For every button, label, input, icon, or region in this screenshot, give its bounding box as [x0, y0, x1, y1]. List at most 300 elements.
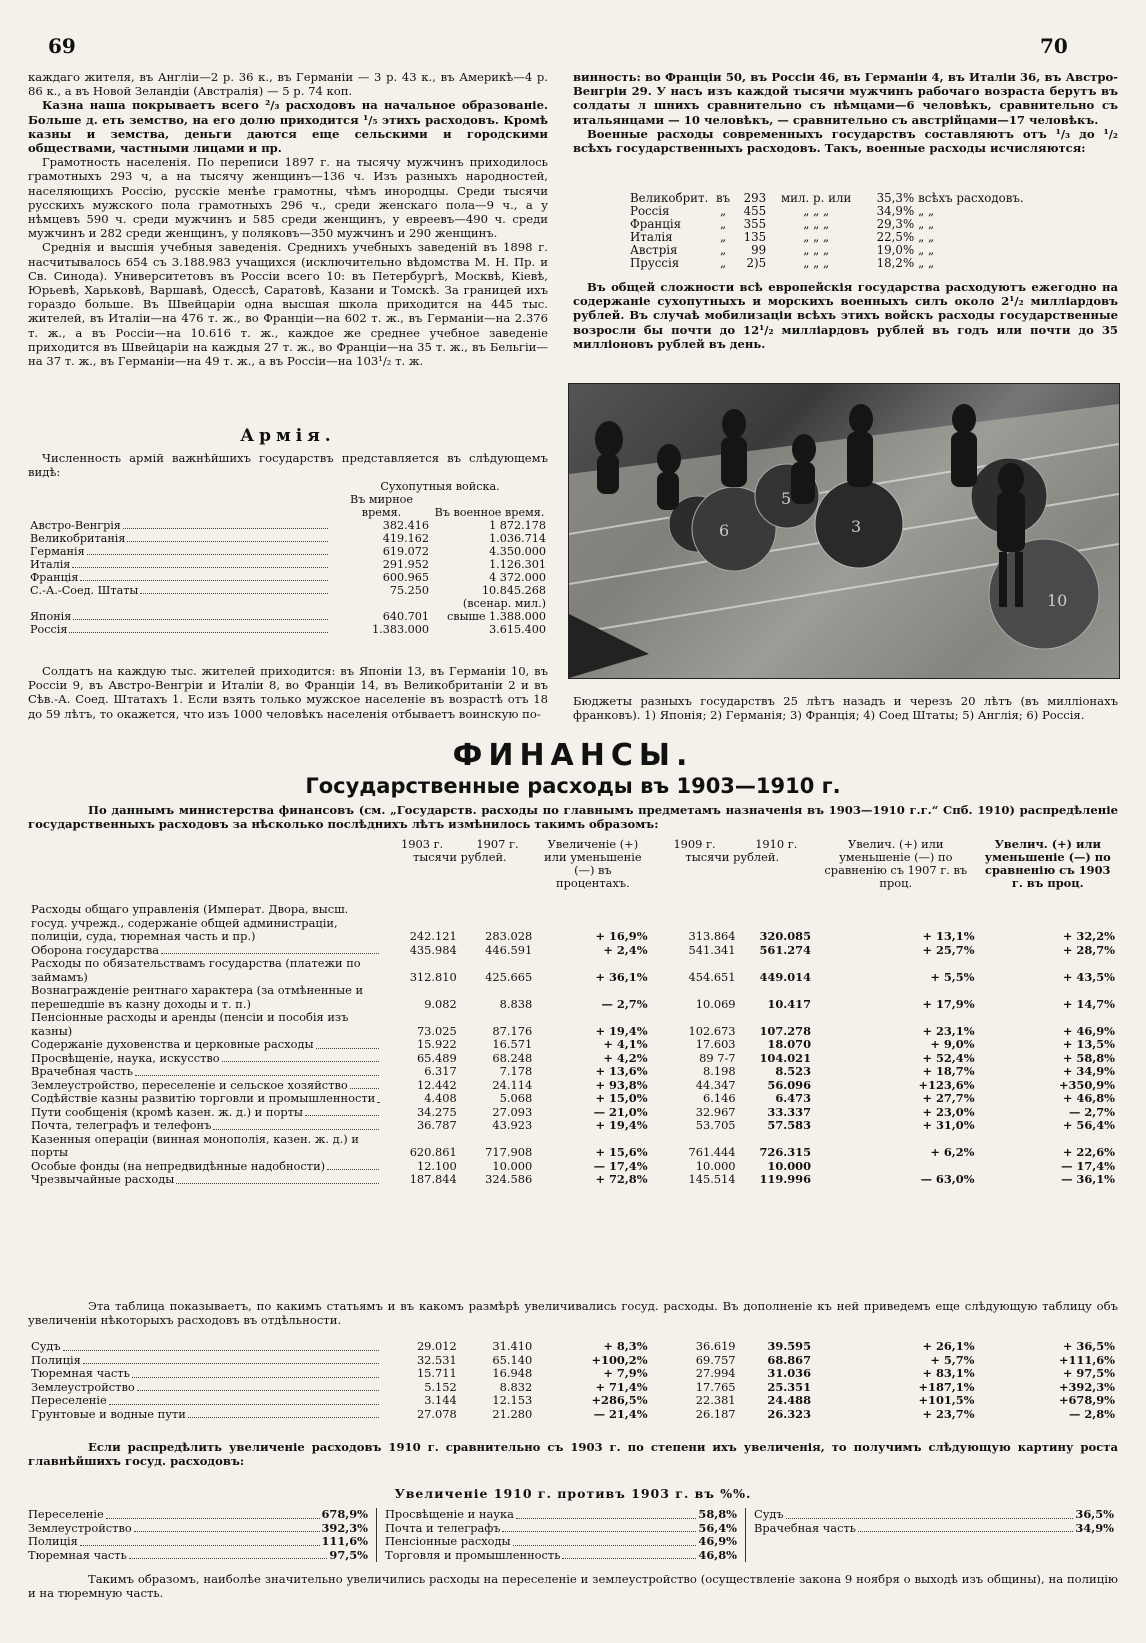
paragraph: Если распредѣлить увеличеніе расходовъ 1910 г. сравнительно съ 1903 г. по степени ихъ увеличенія, то получимъ слѣдующую картину роста главнѣйшихъ госуд. расходовъ: [28, 1440, 1118, 1469]
army-row [28, 519, 548, 532]
growth-item [28, 1549, 368, 1563]
cell-c: + 15,6% [595, 1145, 648, 1159]
military-row [628, 257, 1026, 270]
growth-item [28, 1535, 368, 1549]
military-pct: 18,2% [876, 256, 915, 270]
cell-c: + 93,8% [595, 1077, 648, 1092]
header-1907: 1907 г. [476, 837, 519, 851]
row-label: Казенныя операціи (винная монополія, казен. ж. д.) и порты [31, 1131, 359, 1159]
cell-b: 16.948 [492, 1366, 533, 1380]
cell-f: + 83,1% [922, 1366, 975, 1380]
army-heading: Армія. [240, 426, 336, 446]
cell-e: 10.000 [767, 1158, 812, 1173]
cell-c: + 19,4% [595, 1023, 648, 1038]
cell-c: + 7,9% [603, 1366, 648, 1380]
growth-item [28, 1508, 368, 1522]
cell-f: + 6,2% [930, 1145, 975, 1159]
growth-value: 46,8% [698, 1547, 737, 1562]
mid-text [28, 1299, 1118, 1327]
cell-f: + 17,9% [922, 996, 975, 1011]
paragraph: винность: во Франціи 50, въ Россіи 46, въ Германіи 4, въ Италіи 36, въ Австро-Венгріи 29. У насъ изъ каждой тысячи мужчинъ рабочаго возраста берутъ въ солдаты л шнихъ сравнительно съ нѣмцами—6 человѣкъ, сравнительно съ итальянцами — 10 человѣкъ, — сравнительно съ австрійцами—17 человѣкъ. [573, 70, 1118, 127]
table-row [28, 903, 1118, 944]
military-mid: мил. р. или [781, 191, 852, 205]
growth-item [754, 1508, 1114, 1522]
cell-g: +392,3% [1058, 1379, 1115, 1394]
table-row [28, 1092, 1118, 1106]
country-name: Японія [30, 610, 72, 623]
cell-g: + 14,7% [1062, 996, 1115, 1011]
country-name: Австро-Венгрія [30, 519, 121, 532]
table-row [28, 957, 1118, 984]
peace-value: 640.701 [382, 610, 429, 623]
cell-e: 119.996 [759, 1172, 812, 1186]
paragraph: Численность армій важнѣйшихъ государствъ представляется въ слѣдующемъ видѣ: [28, 451, 548, 480]
military-suffix: „ „ [918, 217, 935, 231]
army-row [28, 571, 548, 584]
growth-label: Пенсіонные расходы [385, 1534, 511, 1549]
row-label: Оборона государства [31, 942, 160, 957]
cell-g: — 2,8% [1069, 1406, 1115, 1421]
paragraph: Среднія и высшія учебныя заведенія. Среднихъ учебныхъ заведеній въ 1898 г. насчитывалось 654 съ 3.188.983 учащихся (исключительно вѣдомства М. Н. Пр. и Св. Синода). Университетовъ въ Россіи всего 10: въ Петербургѣ, Москвѣ, Кіевѣ, Юрьевѣ, Харьковѣ, Варшавѣ, Одессѣ, Саратовѣ, Казани и Томскѣ. За границей ихъ гораздо больше. Въ Швейцаріи одна высшая школа приходится на 445 тыс. жителей, въ Италіи—на 476 т. ж., во Франціи—на 602 т. ж., въ Германіи—на 2.376 т. ж., а въ Россіи—на 10.616 т. ж., каждое же среднее учебное заведеніе приходится въ Швейцаріи на каждыя 27 т. ж., во Франціи—на 35 т. ж., въ Бельгіи—на 37 т. ж., въ Германіи—на 49 т. ж., а въ Россіи—на 103¹/₂ т. ж. [28, 240, 548, 369]
row-label: Полиція [31, 1352, 81, 1367]
row-label: Почта, телеграфъ и телефонъ [31, 1118, 212, 1132]
military-amount: 293 [743, 191, 767, 205]
cell-a: 620.861 [409, 1145, 457, 1159]
war-value: 4.350.000 [489, 545, 546, 558]
cell-d: 22.381 [695, 1393, 736, 1407]
cell-f: + 25,7% [922, 942, 975, 957]
growth-label: Переселеніе [28, 1507, 104, 1521]
cell-d: 541.341 [688, 942, 736, 957]
military-mid: „ „ „ [803, 243, 830, 257]
growth-label: Тюремная часть [28, 1547, 127, 1562]
row-label: Содержаніе духовенства и церковные расходы [31, 1037, 314, 1051]
military-amount: 2)5 [746, 256, 767, 270]
cell-f: + 23,0% [922, 1104, 975, 1119]
cell-d: 761.444 [688, 1145, 736, 1159]
growth-value: 97,5% [329, 1547, 368, 1562]
cell-b: 425.665 [485, 969, 533, 984]
photo-caption [573, 694, 1118, 722]
military-prefix: „ [720, 217, 727, 231]
table-row [28, 1408, 1118, 1422]
war-value: 1.126.301 [489, 558, 546, 571]
cell-e: 449.014 [759, 969, 812, 984]
photo-number: 5 [781, 489, 792, 508]
cell-e: 25.351 [767, 1379, 812, 1394]
war-value: (всенар. мил.) [462, 597, 546, 610]
cell-e: 68.867 [767, 1352, 812, 1367]
table-row [28, 1394, 1118, 1408]
cell-f: + 26,1% [922, 1339, 975, 1353]
header-units: тысячи рублей. [685, 850, 780, 864]
cell-c: — 17,4% [593, 1158, 648, 1173]
cell-e: 24.488 [767, 1393, 812, 1407]
peace-value: 619.072 [382, 545, 429, 558]
military-prefix: „ [720, 230, 727, 244]
cell-f: + 27,7% [922, 1091, 975, 1105]
cell-f: + 23,1% [922, 1023, 975, 1038]
growth-value: 46,9% [698, 1534, 737, 1549]
cell-d: 17.765 [695, 1379, 736, 1394]
cell-e: 104.021 [759, 1050, 812, 1065]
cell-d: 454.651 [688, 969, 736, 984]
cell-e: 107.278 [759, 1023, 812, 1038]
growth-item [28, 1522, 368, 1536]
page-number-left: 69 [48, 34, 76, 58]
table-row [28, 1133, 1118, 1160]
cell-c: + 8,3% [603, 1339, 648, 1353]
military-amount: 135 [743, 230, 767, 244]
cell-b: 21.280 [492, 1406, 533, 1421]
growth-item [385, 1508, 737, 1522]
caption-text: Бюджеты разныхъ государствъ 25 лѣтъ назадъ и черезъ 20 лѣтъ (въ милліонахъ франковъ). 1) Японія; 2) Германія; 3) Франція; 4) Соед Штаты; 5) Англія; 6) Россія. [573, 694, 1118, 723]
cell-d: 32.967 [695, 1104, 736, 1119]
cell-b: 717.908 [485, 1145, 533, 1159]
military-prefix: „ [720, 204, 727, 218]
cell-c: + 2,4% [603, 942, 648, 957]
row-label: Тюремная часть [31, 1366, 130, 1380]
cell-d: 17.603 [695, 1037, 736, 1051]
military-pct: 22,5% [876, 230, 915, 244]
cell-c: + 71,4% [595, 1379, 648, 1394]
cell-g: + 28,7% [1062, 942, 1115, 957]
army-row [28, 584, 548, 597]
page-number-right: 70 [1040, 34, 1068, 58]
military-suffix: „ „ [918, 243, 935, 257]
cell-e: 561.274 [759, 942, 812, 957]
cell-f: +187,1% [918, 1379, 975, 1394]
cell-d: 10.000 [695, 1158, 736, 1173]
row-label: Землеустройство [31, 1379, 135, 1394]
country-name: Россія [30, 623, 68, 636]
cell-g: — 17,4% [1061, 1158, 1115, 1173]
cell-f: + 23,7% [922, 1406, 975, 1421]
growth-value: 58,8% [698, 1507, 737, 1521]
cell-a: 15.711 [416, 1366, 457, 1380]
war-value: 1 872.178 [489, 519, 546, 532]
military-mid: „ „ „ [803, 217, 830, 231]
cell-a: 187.844 [409, 1172, 457, 1186]
row-label: Землеустройство, переселеніе и сельское хозяйство [31, 1077, 348, 1092]
cell-d: 89 7-7 [699, 1050, 736, 1065]
finance-subheading: Государственные расходы въ 1903—1910 г. [305, 774, 841, 798]
military-amount: 99 [751, 243, 767, 257]
cell-d: 313.864 [688, 929, 736, 943]
cell-e: 10.417 [767, 996, 812, 1011]
cell-b: 10.000 [492, 1158, 533, 1173]
cell-a: 435.984 [409, 942, 457, 957]
growth-value: 678,9% [321, 1507, 368, 1521]
header-units: тысячи рублей. [412, 850, 507, 864]
military-amount: 355 [743, 217, 767, 231]
cell-e: 56.096 [767, 1077, 812, 1092]
military-pct: 35,3% [876, 191, 915, 205]
cell-e: 39.595 [767, 1339, 812, 1353]
detail-table [28, 1340, 1118, 1421]
cell-d: 36.619 [695, 1339, 736, 1353]
col-peace: Въ мирное время. [349, 493, 414, 519]
col-war: Въ военное время. [434, 506, 545, 519]
army-row [28, 610, 548, 623]
cell-g: +350,9% [1058, 1077, 1115, 1092]
table-row [28, 1065, 1118, 1079]
cell-a: 242.121 [409, 929, 457, 943]
row-label: Переселеніе [31, 1393, 107, 1407]
growth-label: Торговля и промышленность [385, 1547, 561, 1562]
country-name: Франція [30, 571, 79, 584]
army-row [28, 558, 548, 571]
cell-c: + 13,6% [595, 1064, 648, 1078]
military-country: Пруссія [630, 256, 680, 270]
cell-g: + 46,8% [1062, 1091, 1115, 1105]
row-label: Расходы по обязательствамъ государства (платежи по займамъ) [31, 956, 361, 984]
country-name: Великобританія [30, 532, 126, 545]
paragraph: По даннымъ министерства финансовъ (см. „Государств. расходы по главнымъ предметамъ назначенія въ 1903—1910 г.г.“ Спб. 1910) распредѣленіе государственныхъ расходовъ за нѣсколько послѣднихъ лѣтъ измѣнилось такимъ образомъ: [28, 803, 1118, 832]
cell-d: 27.994 [695, 1366, 736, 1380]
growth-column [28, 1508, 377, 1562]
military-pct: 29,3% [876, 217, 915, 231]
cell-b: 8.838 [499, 996, 533, 1011]
finance-intro [28, 803, 1118, 831]
cell-b: 31.410 [492, 1339, 533, 1353]
growth-grid [28, 1508, 1118, 1562]
cell-g: +111,6% [1058, 1352, 1115, 1367]
photo-number: 10 [1047, 591, 1068, 610]
cell-g: + 56,4% [1062, 1118, 1115, 1132]
peace-value: 382.416 [382, 519, 429, 532]
peace-value: 1.383.000 [372, 623, 429, 636]
row-label: Чрезвычайные расходы [31, 1172, 175, 1186]
cell-a: 29.012 [416, 1339, 457, 1353]
cell-b: 12.153 [492, 1393, 533, 1407]
military-prefix: „ [720, 243, 727, 257]
growth-item [385, 1549, 737, 1563]
growth-value: 392,3% [321, 1520, 368, 1535]
peace-value: 419.162 [382, 532, 429, 545]
military-country: Франція [630, 217, 682, 231]
country-name: С.-А.-Соед. Штаты [30, 584, 139, 597]
growth-item [385, 1522, 737, 1536]
table-row [28, 1079, 1118, 1093]
growth-label: Судъ [754, 1507, 784, 1521]
row-label: Особые фонды (на непредвидѣнные надобности) [31, 1158, 326, 1173]
cell-a: 9.082 [424, 996, 457, 1011]
after-detail-text [28, 1440, 1118, 1468]
row-label: Грунтовые и водные пути [31, 1406, 186, 1421]
table-row [28, 1011, 1118, 1038]
growth-item [385, 1535, 737, 1549]
cell-g: + 46,9% [1062, 1023, 1115, 1038]
cell-f: + 31,0% [922, 1118, 975, 1132]
growth-value: 111,6% [321, 1534, 368, 1549]
cell-b: 446.591 [485, 942, 533, 957]
cell-c: + 19,4% [595, 1118, 648, 1132]
cell-a: 12.100 [416, 1158, 457, 1173]
finance-heading: ФИНАНСЫ. [452, 738, 694, 773]
army-row [28, 623, 548, 636]
war-value: 3.615.400 [489, 623, 546, 636]
cell-d: 102.673 [688, 1023, 736, 1038]
cell-b: 27.093 [492, 1104, 533, 1119]
peace-value: 75.250 [389, 584, 429, 597]
header-change-1903: Увелич. (+) или уменьшеніе (—) по сравненію съ 1903 г. въ проц. [984, 837, 1111, 890]
cell-b: 87.176 [492, 1023, 533, 1038]
table-row [28, 1354, 1118, 1368]
cell-a: 12.442 [416, 1077, 457, 1092]
army-after [28, 664, 548, 721]
cell-g: + 32,2% [1062, 929, 1115, 943]
cell-b: 24.114 [492, 1077, 533, 1092]
table-row [28, 1052, 1118, 1066]
table-row [28, 1340, 1118, 1354]
cell-f: + 52,4% [922, 1050, 975, 1065]
growth-label: Почта и телеграфъ [385, 1520, 501, 1535]
cell-f: +123,6% [918, 1077, 975, 1092]
table-row [28, 1160, 1118, 1174]
cell-a: 15.922 [416, 1037, 457, 1051]
cell-c: + 4,1% [603, 1037, 648, 1051]
cell-c: + 15,0% [595, 1091, 648, 1105]
peace-value: 600.965 [382, 571, 429, 584]
cell-a: 73.025 [416, 1023, 457, 1038]
row-label: Просвѣщеніе, наука, искусство [31, 1050, 220, 1065]
cell-c: — 21,0% [593, 1104, 648, 1119]
growth-value: 36,5% [1075, 1507, 1114, 1521]
growth-value: 56,4% [698, 1520, 737, 1535]
paragraph: Военные расходы современныхъ государствъ составляютъ отъ ¹/₃ до ¹/₂ всѣхъ государственныхъ расходовъ. Такъ, военные расходы исчисляются: [573, 126, 1118, 156]
cell-b: 8.832 [499, 1379, 533, 1394]
header-change: Увеличеніе (+) или уменьшеніе (—) въ процентахъ. [544, 837, 642, 890]
military-mid: „ „ „ [803, 230, 830, 244]
cell-b: 65.140 [492, 1352, 533, 1367]
cell-g: + 13,5% [1062, 1037, 1115, 1051]
cell-f: + 5,5% [930, 969, 975, 984]
paragraph: Казна наша покрываетъ всего ²/₃ расходовъ на начальное образованіе. Больше д. еть земство, на его долю приходится ¹/₅ этихъ расходовъ. Кромѣ казны и земства, деньги даются еще сельскими и городскими обществами, частными лицами и пр. [28, 98, 548, 156]
cell-e: 6.473 [775, 1091, 812, 1105]
cell-d: 44.347 [695, 1077, 736, 1092]
military-prefix: „ [720, 256, 727, 270]
paragraph: Въ общей сложности всѣ европейскія государства расходуютъ ежегодно на содержаніе сухопутныхъ и морскихъ военныхъ силъ около 2¹/₂ милліардовъ рублей. Въ случаѣ мобилизаціи всѣхъ этихъ войскъ расходы государственные возросли бы почти до 12¹/₂ милліардовъ рублей въ годъ или почти до 35 милліоновъ рублей въ день. [573, 280, 1118, 351]
cell-a: 312.810 [409, 969, 457, 984]
paragraph: Солдатъ на каждую тыс. жителей приходится: въ Японіи 13, въ Германіи 10, въ Россіи 9, въ Австро-Венгріи и Италіи 8, во Франціи 14, въ Великобританіи 2 и въ Сѣв.-А. Соед. Штатахъ 1. Если взять только мужское населеніе въ возрастѣ отъ 18 до 59 лѣтъ, то окажется, что изъ 1000 человѣкъ населенія отбываетъ воинскую по- [28, 664, 548, 721]
cell-g: + 22,6% [1062, 1145, 1115, 1159]
row-label: Содѣйствіе казны развитію торговли и промышленности [31, 1091, 376, 1105]
cell-g: + 36,5% [1062, 1339, 1115, 1353]
cell-g: +678,9% [1058, 1393, 1115, 1407]
cell-b: 324.586 [485, 1172, 533, 1186]
paragraph: Эта таблица показываетъ, по какимъ статьямъ и въ какомъ размѣрѣ увеличивались госуд. расходы. Въ дополненіе къ ней приведемъ еще слѣдующую таблицу объ увеличеніи нѣкоторыхъ расходовъ въ отдѣльности. [28, 1299, 1118, 1328]
row-label: Расходы общаго управленія (Императ. Двора, высш. госуд. учрежд., содержаніе общей администраціи, полиціи, суда, тюремная часть и пр.) [31, 902, 349, 943]
cell-b: 283.028 [485, 929, 533, 943]
cell-d: 53.705 [695, 1118, 736, 1132]
cell-e: 26.323 [767, 1406, 812, 1421]
cell-g: + 97,5% [1062, 1366, 1115, 1380]
country-name: Италія [30, 558, 71, 571]
cell-b: 16.571 [492, 1037, 533, 1051]
table-row [28, 1173, 1118, 1187]
military-suffix: „ „ [918, 256, 935, 270]
cell-c: + 36,1% [595, 969, 648, 984]
military-country: Австрія [630, 243, 678, 257]
right-after [573, 280, 1118, 351]
budget-photo [568, 383, 1120, 679]
military-pct: 19,0% [876, 243, 915, 257]
cell-f: + 13,1% [922, 929, 975, 943]
cell-c: +286,5% [591, 1393, 648, 1407]
photo-illustration [569, 384, 1119, 678]
growth-column [746, 1508, 1114, 1562]
growth-column [377, 1508, 746, 1562]
cell-d: 69.757 [695, 1352, 736, 1367]
army-row [28, 545, 548, 558]
paragraph: Грамотность населенія. По переписи 1897 г. на тысячу мужчинъ приходилось грамотныхъ 293 ч, а на тысячу женщинъ—136 ч. Изъ разныхъ народностей, населяющихъ Россію, русскіе менѣе грамотны, чѣмъ инородцы. Среди тысячи русскихъ мужского пола грамотныхъ 296 ч., среди женскаго пола—9 ч., а у нѣмцевъ 590 ч. среди мужчинъ и 585 среди женщинъ, у евреевъ—490 ч. среди мужчинъ и 282 среди женщинъ, у поляковъ—350 мужчинъ и 290 женщинъ. [28, 155, 548, 241]
cell-e: 33.337 [767, 1104, 812, 1119]
table-row [28, 1038, 1118, 1052]
table-row [28, 1106, 1118, 1120]
cell-a: 65.489 [416, 1050, 457, 1065]
row-label: Судъ [31, 1339, 61, 1353]
cell-e: 320.085 [759, 929, 812, 943]
cell-g: + 58,8% [1062, 1050, 1115, 1065]
header-1910: 1910 г. [755, 837, 798, 851]
cell-b: 7.178 [499, 1064, 533, 1078]
row-label: Вознагражденіе рентнаго характера (за отмѣненные и перешедшіе въ казну доходы и т. п.) [31, 983, 364, 1011]
cell-c: + 4,2% [603, 1050, 648, 1065]
cell-e: 8.523 [775, 1064, 812, 1078]
cell-a: 34.275 [416, 1104, 457, 1119]
growth-item [754, 1522, 1114, 1536]
cell-a: 27.078 [416, 1406, 457, 1421]
cell-f: — 63,0% [920, 1172, 975, 1186]
growth-label: Землеустройство [28, 1520, 132, 1535]
army-table [28, 480, 548, 636]
growth-label: Просвѣщеніе и наука [385, 1507, 514, 1521]
cell-a: 4.408 [424, 1091, 457, 1105]
cell-b: 5.068 [499, 1091, 533, 1105]
peace-value [332, 597, 431, 610]
photo-number: 6 [719, 521, 730, 540]
header-change-1907: Увелич. (+) или уменьшеніе (—) по сравненію съ 1907 г. въ проц. [824, 837, 968, 890]
conclusion [28, 1572, 1118, 1600]
cell-a: 3.144 [424, 1393, 457, 1407]
cell-a: 5.152 [424, 1379, 457, 1394]
cell-c: + 72,8% [595, 1172, 648, 1186]
photo-number: 3 [851, 517, 862, 536]
cell-f: + 9,0% [930, 1037, 975, 1051]
cell-d: 6.146 [702, 1091, 736, 1105]
table-row [28, 1367, 1118, 1381]
cell-d: 10.069 [695, 996, 736, 1011]
military-mid: „ „ „ [803, 204, 830, 218]
growth-value: 34,9% [1075, 1520, 1114, 1535]
military-suffix: „ „ [918, 204, 935, 218]
paragraph: Такимъ образомъ, наиболѣе значительно увеличились расходы на переселеніе и землеустройство (осуществленіе закона 9 ноября о выходѣ изъ общины), на полицію и на тюремную часть. [28, 1572, 1118, 1601]
cell-g: + 43,5% [1062, 969, 1115, 984]
military-suffix: „ „ [918, 230, 935, 244]
cell-f: + 18,7% [922, 1064, 975, 1078]
growth-label: Полиція [28, 1534, 78, 1549]
military-prefix: въ [716, 191, 731, 205]
cell-b: 43.923 [492, 1118, 533, 1132]
header-1903: 1903 г. [400, 837, 444, 851]
cell-d: 145.514 [688, 1172, 736, 1186]
row-label: Врачебная часть [31, 1064, 133, 1078]
military-country: Россія [630, 204, 670, 218]
growth-title: Увеличеніе 1910 г. противъ 1903 г. въ %%. [394, 1486, 752, 1501]
row-label: Пути сообщенія (кромѣ казен. ж. д.) и порты [31, 1104, 303, 1119]
cell-e: 726.315 [759, 1145, 812, 1159]
